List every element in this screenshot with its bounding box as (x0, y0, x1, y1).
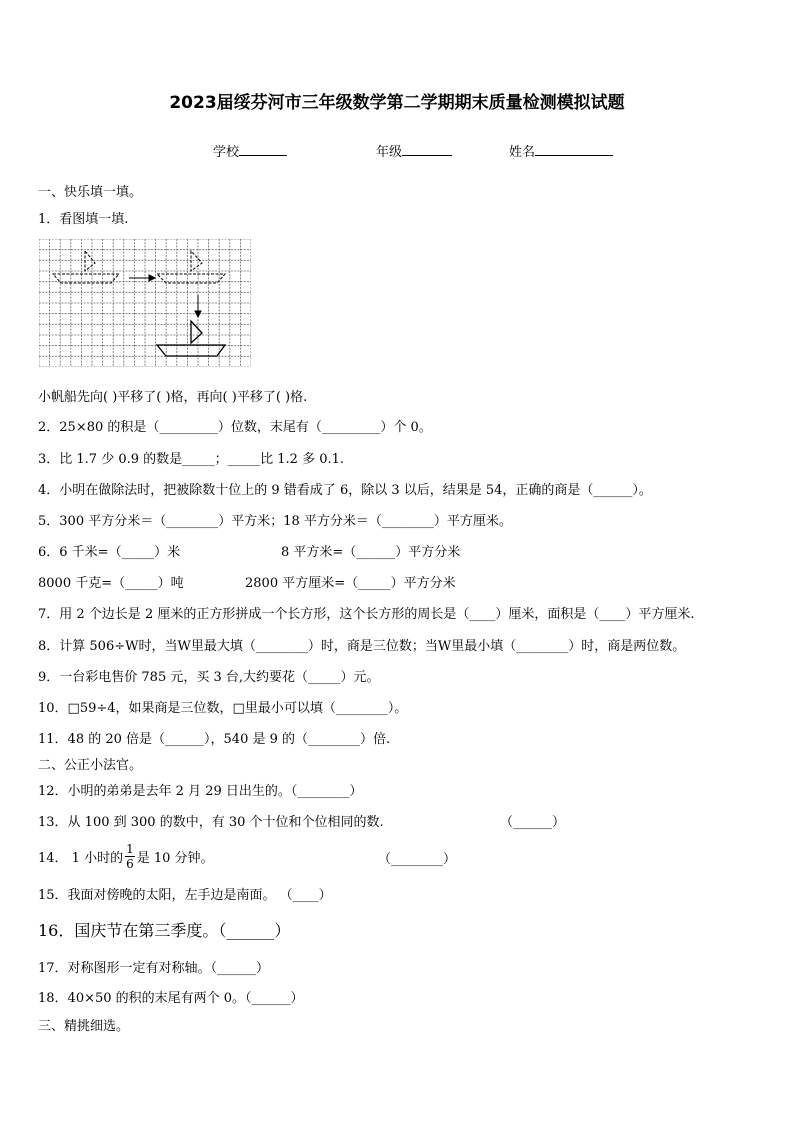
section-1-heading: 一、快乐填一填。 (38, 185, 143, 200)
question-6c: 8000 千克=（_____）吨 (38, 576, 184, 591)
name-blank[interactable] (535, 143, 613, 156)
question-3: 3．比 1.7 少 0.9 的数是_____；_____比 1.2 多 0.1. (38, 452, 345, 467)
question-11: 11．48 的 20 倍是（______），540 是 9 的（________）倍. (38, 732, 391, 747)
grid-lines (39, 239, 251, 367)
question-14 (38, 836, 214, 876)
question-2: 2．25×80 的积是（_________）位数，末尾有（_________）个 0。 (38, 420, 432, 435)
question-7: 7．用 2 个边长是 2 厘米的正方形拼成一个长方形，这个长方形的周长是（____）厘米，面积是（____）平方厘米. (38, 607, 695, 622)
arrow-right-icon (129, 275, 155, 281)
name-label: 姓名 (509, 145, 536, 160)
question-15: 15．我面对傍晚的太阳，左手边是南面。 （____） (38, 888, 332, 903)
question-18: 18．40×50 的积的末尾有两个 0。（______） (38, 991, 304, 1006)
question-1-text: 小帆船先向( )平移了( )格，再向( )平移了( )格. (38, 390, 308, 405)
question-6b: 8 平方米=（______）平方分米 (281, 545, 461, 560)
arrow-down-icon (195, 295, 201, 317)
sailboat-grid-figure (39, 239, 251, 367)
question-9: 9．一台彩电售价 785 元，买 3 台,大约要花（_____）元。 (38, 670, 380, 685)
question-13-blank[interactable]: （______） (500, 815, 566, 830)
question-13: 13．从 100 到 300 的数中，有 30 个十位和个位相同的数. (38, 815, 384, 830)
question-17: 17．对称图形一定有对称轴。（______） (38, 961, 270, 976)
question-6a: 6．6 千米=（_____）米 (38, 545, 181, 560)
section-2-heading: 二、公正小法官。 (38, 758, 143, 773)
grade-label: 年级 (376, 145, 403, 160)
question-1: 1．看图填一填. (38, 212, 129, 227)
school-blank[interactable] (239, 143, 287, 156)
question-5: 5．300 平方分米＝（________）平方米；18 平方分米＝（________）平方厘米。 (38, 514, 512, 529)
sailboat-original (53, 251, 119, 283)
question-6d: 2800 平方厘米=（_____）平方分米 (245, 576, 456, 591)
question-14-text-b: 是 10 分钟。 (136, 850, 214, 866)
sailboat-final (157, 321, 225, 356)
question-12: 12．小明的弟弟是去年 2 月 29 日出生的。（________） (38, 784, 363, 799)
page-title: 2023届绥芬河市三年级数学第二学期期末质量检测模拟试题 (169, 93, 625, 113)
fraction-one-sixth (125, 842, 135, 871)
section-3-heading: 三、精挑细选。 (38, 1019, 130, 1034)
school-field (213, 141, 287, 160)
question-8: 8．计算 506÷W时，当W里最大填（________）时，商是三位数；当W里最小填（________）时，商是两位数。 (38, 639, 686, 654)
question-14-text-a: 14． 1 小时的 (38, 850, 124, 866)
grade-blank[interactable] (402, 143, 452, 156)
fraction-denominator: 6 (126, 856, 134, 871)
question-10: 10．□59÷4，如果商是三位数，□里最小可以填（________）。 (38, 701, 408, 716)
question-4: 4．小明在做除法时，把被除数十位上的 9 错看成了 6，除以 3 以后，结果是 54，正确的商是（______）。 (38, 483, 652, 498)
fraction-numerator: 1 (126, 841, 134, 856)
grade-field (376, 141, 452, 160)
sailboat-translated-right (157, 251, 225, 283)
name-field (509, 141, 613, 160)
school-label: 学校 (213, 145, 240, 160)
question-16: 16．国庆节在第三季度。（______） (38, 921, 291, 940)
question-14-blank[interactable]: （________） (378, 852, 457, 867)
